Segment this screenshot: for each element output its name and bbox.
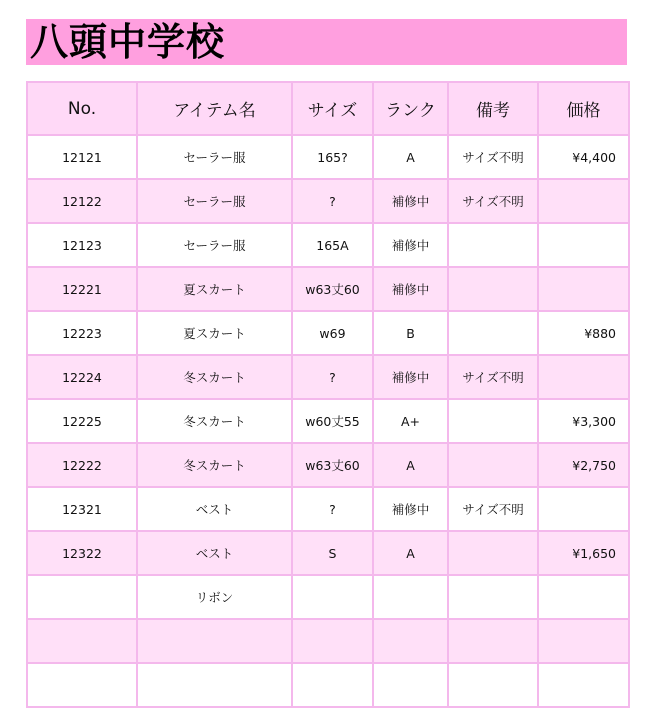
cell-size: ? bbox=[292, 487, 373, 531]
table-row bbox=[27, 135, 629, 179]
cell-item-name: ベスト bbox=[137, 531, 292, 575]
cell-size: ? bbox=[292, 179, 373, 223]
cell-price bbox=[538, 223, 629, 267]
column-header-no: No. bbox=[27, 82, 137, 135]
cell-price: ¥2,750 bbox=[538, 443, 629, 487]
table-row bbox=[27, 531, 629, 575]
cell-size bbox=[292, 619, 373, 663]
cell-note bbox=[448, 619, 538, 663]
cell-note bbox=[448, 311, 538, 355]
cell-rank: 補修中 bbox=[373, 355, 448, 399]
cell-item-name: ベスト bbox=[137, 487, 292, 531]
cell-rank: 補修中 bbox=[373, 179, 448, 223]
cell-no: 12322 bbox=[27, 531, 137, 575]
cell-price bbox=[538, 355, 629, 399]
cell-item-name: セーラー服 bbox=[137, 135, 292, 179]
cell-item-name bbox=[137, 663, 292, 707]
table-row bbox=[27, 619, 629, 663]
cell-price bbox=[538, 663, 629, 707]
header-row bbox=[27, 82, 629, 135]
cell-item-name: 冬スカート bbox=[137, 355, 292, 399]
cell-no: 12225 bbox=[27, 399, 137, 443]
cell-item-name: セーラー服 bbox=[137, 179, 292, 223]
cell-size: 165A bbox=[292, 223, 373, 267]
cell-no bbox=[27, 663, 137, 707]
table-row bbox=[27, 663, 629, 707]
cell-size: 165? bbox=[292, 135, 373, 179]
cell-price: ¥3,300 bbox=[538, 399, 629, 443]
cell-note bbox=[448, 223, 538, 267]
cell-rank: A bbox=[373, 135, 448, 179]
cell-rank bbox=[373, 663, 448, 707]
table-row bbox=[27, 487, 629, 531]
cell-price bbox=[538, 179, 629, 223]
cell-note bbox=[448, 663, 538, 707]
cell-size: S bbox=[292, 531, 373, 575]
cell-rank: 補修中 bbox=[373, 487, 448, 531]
cell-note: サイズ不明 bbox=[448, 179, 538, 223]
cell-size: w60丈55 bbox=[292, 399, 373, 443]
cell-rank: A bbox=[373, 531, 448, 575]
cell-rank: 補修中 bbox=[373, 267, 448, 311]
cell-rank: 補修中 bbox=[373, 223, 448, 267]
cell-note bbox=[448, 443, 538, 487]
cell-item-name: 夏スカート bbox=[137, 311, 292, 355]
cell-item-name: リボン bbox=[137, 575, 292, 619]
table-row bbox=[27, 267, 629, 311]
title-bar bbox=[26, 19, 627, 65]
table-row bbox=[27, 575, 629, 619]
table-row bbox=[27, 443, 629, 487]
cell-no: 12122 bbox=[27, 179, 137, 223]
column-header-item-name: アイテム名 bbox=[137, 82, 292, 135]
table-row bbox=[27, 399, 629, 443]
cell-no: 12223 bbox=[27, 311, 137, 355]
cell-size: ? bbox=[292, 355, 373, 399]
cell-note bbox=[448, 399, 538, 443]
column-header-note: 備考 bbox=[448, 82, 538, 135]
table-row bbox=[27, 223, 629, 267]
cell-note bbox=[448, 575, 538, 619]
table-body bbox=[27, 135, 629, 707]
cell-rank bbox=[373, 619, 448, 663]
cell-no: 12224 bbox=[27, 355, 137, 399]
cell-rank: A bbox=[373, 443, 448, 487]
cell-no: 12321 bbox=[27, 487, 137, 531]
cell-no: 12123 bbox=[27, 223, 137, 267]
cell-size bbox=[292, 575, 373, 619]
cell-item-name bbox=[137, 619, 292, 663]
cell-price: ¥1,650 bbox=[538, 531, 629, 575]
cell-price bbox=[538, 575, 629, 619]
inventory-table bbox=[26, 81, 630, 708]
cell-item-name: 冬スカート bbox=[137, 399, 292, 443]
column-header-size: サイズ bbox=[292, 82, 373, 135]
table-row bbox=[27, 311, 629, 355]
cell-size: w63丈60 bbox=[292, 267, 373, 311]
cell-size: w69 bbox=[292, 311, 373, 355]
cell-note: サイズ不明 bbox=[448, 355, 538, 399]
cell-no bbox=[27, 575, 137, 619]
cell-no: 12121 bbox=[27, 135, 137, 179]
cell-rank: B bbox=[373, 311, 448, 355]
page-title: 八頭中学校 bbox=[30, 20, 226, 64]
table-row bbox=[27, 355, 629, 399]
cell-price bbox=[538, 267, 629, 311]
cell-size: w63丈60 bbox=[292, 443, 373, 487]
cell-price: ¥4,400 bbox=[538, 135, 629, 179]
cell-note: サイズ不明 bbox=[448, 487, 538, 531]
cell-note: サイズ不明 bbox=[448, 135, 538, 179]
column-header-rank: ランク bbox=[373, 82, 448, 135]
cell-price: ¥880 bbox=[538, 311, 629, 355]
cell-no: 12221 bbox=[27, 267, 137, 311]
cell-no bbox=[27, 619, 137, 663]
cell-price bbox=[538, 487, 629, 531]
cell-size bbox=[292, 663, 373, 707]
cell-note bbox=[448, 531, 538, 575]
cell-no: 12222 bbox=[27, 443, 137, 487]
cell-item-name: 夏スカート bbox=[137, 267, 292, 311]
cell-rank bbox=[373, 575, 448, 619]
cell-item-name: セーラー服 bbox=[137, 223, 292, 267]
column-header-price: 価格 bbox=[538, 82, 629, 135]
cell-item-name: 冬スカート bbox=[137, 443, 292, 487]
table-row bbox=[27, 179, 629, 223]
cell-note bbox=[448, 267, 538, 311]
cell-rank: A+ bbox=[373, 399, 448, 443]
cell-price bbox=[538, 619, 629, 663]
